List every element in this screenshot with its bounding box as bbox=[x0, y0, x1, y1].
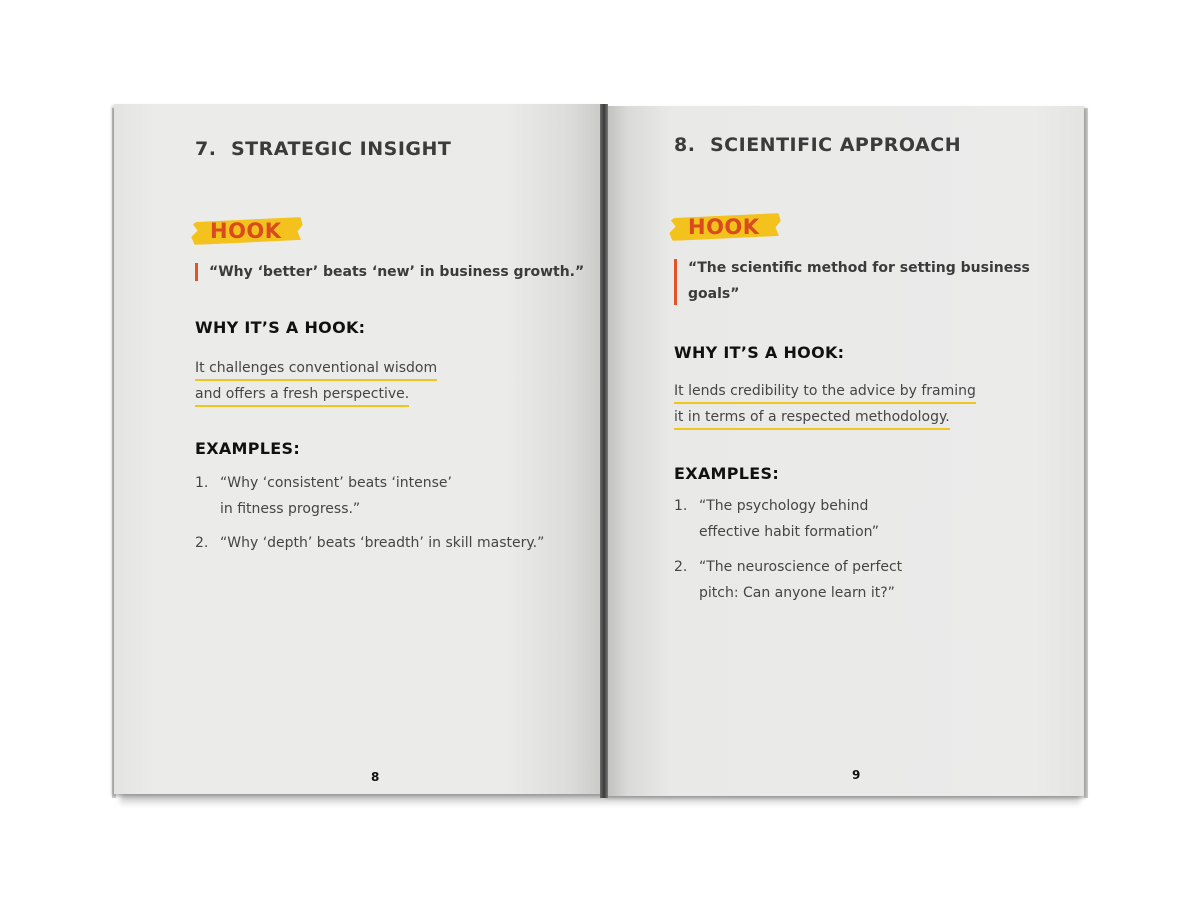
hook-label: HOOK bbox=[210, 219, 282, 243]
section-number: 8. bbox=[674, 134, 696, 156]
book-spine bbox=[600, 104, 608, 798]
example-item bbox=[674, 493, 1054, 545]
example-item bbox=[195, 530, 575, 556]
left-page bbox=[114, 104, 604, 794]
section-title: SCIENTIFIC APPROACH bbox=[710, 134, 962, 156]
examples-heading: EXAMPLES: bbox=[674, 464, 780, 483]
page-number: 9 bbox=[852, 768, 861, 782]
hook-label: HOOK bbox=[688, 215, 760, 239]
example-line: effective habit formation” bbox=[699, 524, 879, 540]
example-number: 1. bbox=[195, 475, 209, 491]
page-title bbox=[674, 134, 961, 156]
examples-heading: EXAMPLES: bbox=[195, 439, 301, 458]
example-item bbox=[195, 470, 575, 522]
example-text: “Why ‘depth’ beats ‘breadth’ in skill mastery.” bbox=[220, 535, 545, 551]
quote-bar bbox=[195, 263, 198, 281]
example-number: 2. bbox=[674, 559, 688, 575]
example-number: 2. bbox=[195, 535, 209, 551]
quote-bar bbox=[674, 259, 677, 305]
quote-text bbox=[688, 255, 1030, 307]
why-line: It lends credibility to the advice by framing bbox=[674, 381, 976, 404]
open-book bbox=[112, 104, 1088, 800]
why-text bbox=[674, 378, 976, 430]
page-title bbox=[195, 138, 451, 160]
example-line: “The neuroscience of perfect bbox=[699, 559, 903, 575]
why-line: It challenges conventional wisdom bbox=[195, 358, 437, 381]
quote-text: “Why ‘better’ beats ‘new’ in business growth.” bbox=[209, 264, 585, 280]
quote-line: “The scientific method for setting business bbox=[688, 260, 1030, 276]
section-title: STRATEGIC INSIGHT bbox=[231, 138, 452, 160]
why-heading: WHY IT’S A HOOK: bbox=[674, 343, 845, 362]
why-line: it in terms of a respected methodology. bbox=[674, 407, 950, 430]
why-line: and offers a fresh perspective. bbox=[195, 384, 409, 407]
example-item bbox=[674, 554, 1054, 606]
example-text bbox=[220, 470, 452, 522]
example-text bbox=[699, 493, 879, 545]
example-line: “Why ‘consistent’ beats ‘intense’ bbox=[220, 475, 452, 491]
quote-line: goals” bbox=[688, 286, 740, 302]
why-text bbox=[195, 355, 437, 407]
hook-quote bbox=[195, 259, 595, 285]
right-page-edge bbox=[1084, 108, 1088, 798]
hook-badge bbox=[670, 212, 780, 242]
example-number: 1. bbox=[674, 498, 688, 514]
section-number: 7. bbox=[195, 138, 217, 160]
example-text bbox=[699, 554, 902, 606]
hook-badge bbox=[192, 216, 302, 246]
right-page bbox=[604, 106, 1084, 796]
page-number: 8 bbox=[371, 770, 380, 784]
hook-quote bbox=[674, 255, 1054, 307]
example-line: in fitness progress.” bbox=[220, 501, 361, 517]
example-line: “The psychology behind bbox=[699, 498, 869, 514]
why-heading: WHY IT’S A HOOK: bbox=[195, 318, 366, 337]
example-line: pitch: Can anyone learn it?” bbox=[699, 585, 895, 601]
